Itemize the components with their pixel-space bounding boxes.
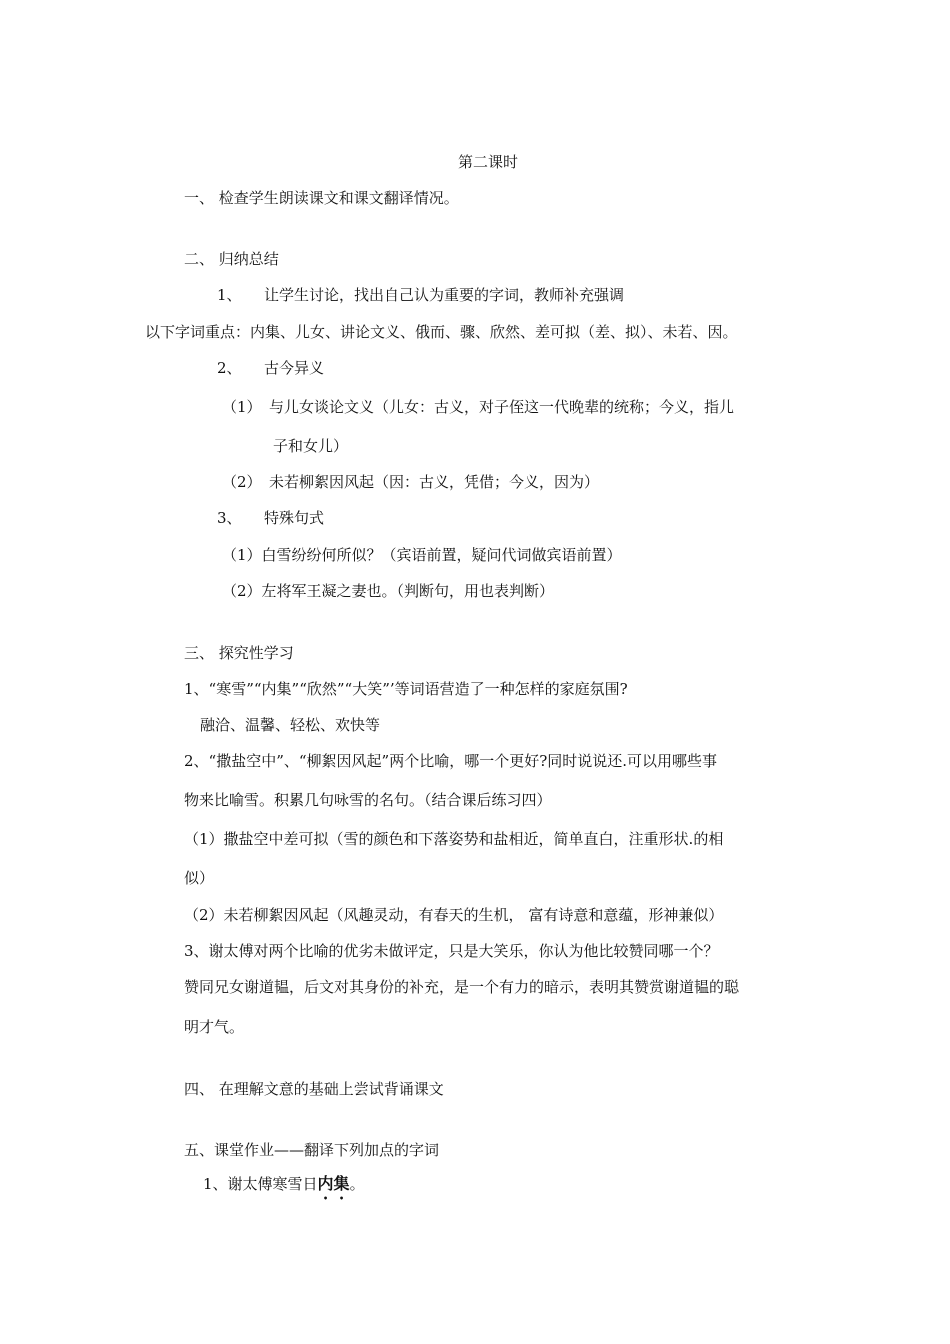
- section-5-item-1-prefix: 1、谢太傅寒雪日: [203, 1175, 318, 1193]
- section-2-item-2-example-2: （2） 未若柳絮因风起（因：古义，凭借；今义，因为）: [222, 473, 600, 491]
- section-3-answer-3: 赞同兄女谢道韫，后文对其身份的补充，是一个有力的暗示，表明其赞赏谢道韫的聪: [184, 978, 740, 996]
- section-3-answer-2-part-1-continuation: 似）: [184, 869, 215, 887]
- section-3-answer-3-continuation: 明才气。: [184, 1018, 245, 1036]
- section-3-question-2-continuation: 物来比喻雪。积累几句咏雪的名句。（结合课后练习四）: [184, 791, 552, 809]
- section-2-item-1-continuation: 以下字词重点：内集、儿女、讲论文义、俄而、骤、欣然、差可拟（差、拟）、未若、因。: [145, 323, 738, 341]
- section-2-item-3-example-1: （1）白雪纷纷何所似？（宾语前置，疑问代词做宾语前置）: [222, 546, 622, 564]
- section-2-item-3: 3、 特殊句式: [217, 509, 325, 527]
- section-2-item-3-example-2: （2）左将军王凝之妻也。（判断句，用也表判断）: [222, 582, 555, 600]
- section-2-item-2-example-1: （1） 与儿女谈论文义（儿女：古义，对子侄这一代晚辈的统称；今义，指儿: [222, 398, 735, 416]
- section-2-item-2-example-1-continuation: 子和女儿）: [273, 437, 349, 455]
- section-2-item-2: 2、 古今异义: [217, 359, 325, 377]
- section-5-heading: 五、课堂作业——翻译下列加点的字词: [184, 1141, 440, 1159]
- section-5-item-1-suffix: 。: [349, 1175, 365, 1193]
- section-3-question-2: 2、“撒盐空中”、“柳絮因风起”两个比喻，哪一个更好?同时说说还.可以用哪些事: [184, 752, 718, 770]
- page-title: 第二课时: [458, 153, 519, 171]
- section-3-question-1: 1、“寒雪”“内集”“欣然”“大笑”’等词语营造了一种怎样的家庭氛围?: [184, 680, 628, 698]
- section-1-heading: 一、 检查学生朗读课文和课文翻译情况。: [184, 189, 459, 207]
- section-3-answer-2-part-2: （2）未若柳絮因风起（风趣灵动，有春天的生机， 富有诗意和意蕴，形神兼似）: [184, 906, 724, 924]
- section-5-item-1-dotted-words: 内集: [317, 1174, 350, 1193]
- section-3-answer-2-part-1: （1）撒盐空中差可拟（雪的颜色和下落姿势和盐相近，简单直白，注重形状.的相: [184, 830, 724, 848]
- section-2-item-1: 1、 让学生讨论，找出自己认为重要的字词，教师补充强调: [217, 286, 625, 304]
- section-5-item-1: [203, 1174, 365, 1203]
- section-4-heading: 四、 在理解文意的基础上尝试背诵课文: [184, 1080, 444, 1098]
- section-2-heading: 二、 归纳总结: [184, 250, 279, 268]
- section-3-heading: 三、 探究性学习: [184, 644, 294, 662]
- section-3-question-3: 3、谢太傅对两个比喻的优劣未做评定，只是大笑乐，你认为他比较赞同哪一个？: [184, 942, 719, 960]
- section-3-answer-1: 融洽、温馨、轻松、欢快等: [200, 716, 381, 734]
